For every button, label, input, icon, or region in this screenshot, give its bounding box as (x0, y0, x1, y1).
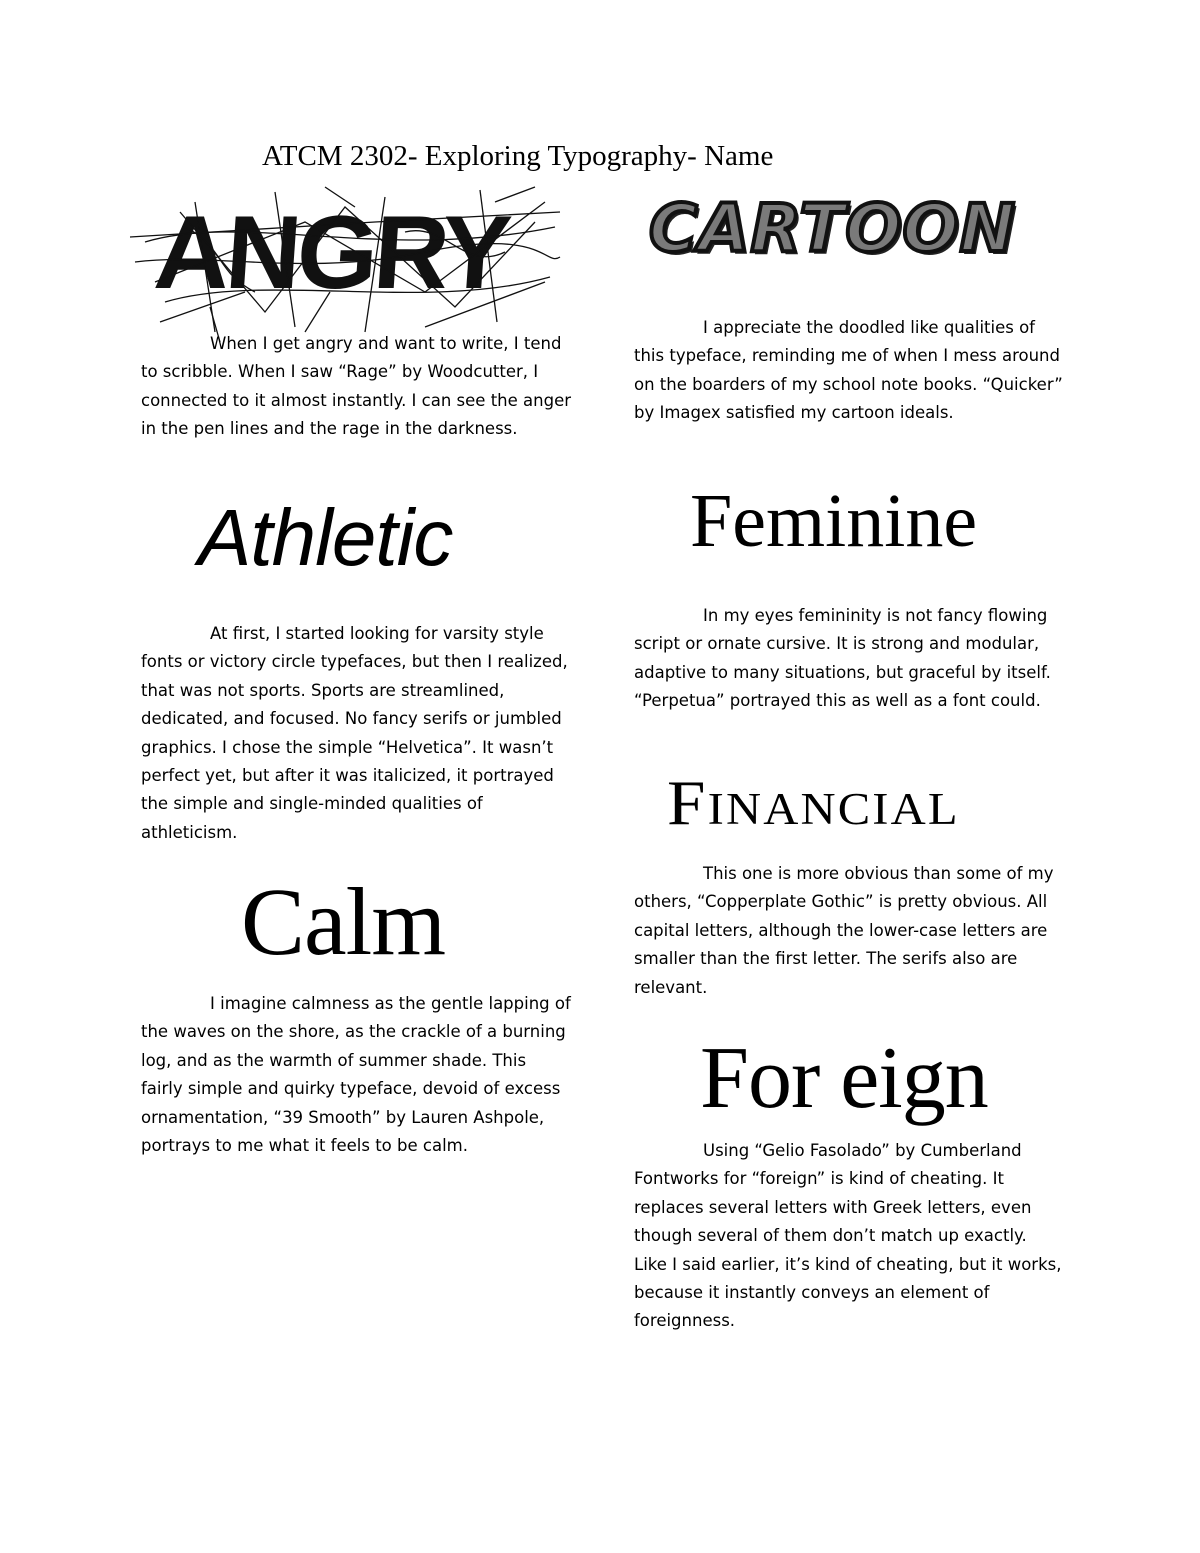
angry-heading-graphic (125, 182, 565, 342)
angry-heading: ANGRY (150, 195, 511, 311)
feminine-heading: Feminine (690, 479, 978, 563)
cartoon-heading: CARTOON (649, 190, 1016, 267)
calm-paragraph: I imagine calmness as the gentle lapping of the waves on the shore, as the crackle of a burning log, and as the warmth of summer shade. This fairly simple and quirky typeface, devoid of excess ornamentation, “39 Smooth” by Lauren Ashpole, portrays to me what it feels to be calm. (141, 994, 571, 1156)
foreign-heading: For eign (700, 1030, 988, 1127)
feminine-paragraph: In my eyes femininity is not fancy flowing script or ornate cursive. It is strong and modular, adaptive to many situations, but graceful by itself. “Perpetua” portrayed this as well as a font could. (634, 606, 1051, 711)
angry-paragraph: When I get angry and want to write, I tend to scribble. When I saw “Rage” by Woodcutter, I connected to it almost instantly. I can see the anger in the pen lines and the rage in the darkness. (141, 334, 571, 439)
calm-heading: Calm (241, 868, 445, 975)
cartoon-paragraph: I appreciate the doodled like qualities of this typeface, reminding me of when I mess around on the boarders of my school note books. “Quicker” by Imagex satisfied my cartoon ideals. (634, 318, 1063, 423)
page-title: ATCM 2302- Exploring Typography- Name (262, 140, 774, 172)
cartoon-heading-graphic (645, 190, 1055, 285)
financial-paragraph: This one is more obvious than some of my others, “Copperplate Gothic” is pretty obvious. All capital letters, although the lower-case letters are smaller than the first letter. The serifs also are relevant. (634, 864, 1054, 997)
athletic-paragraph: At first, I started looking for varsity style fonts or victory circle typefaces, but then I realized, that was not sports. Sports are streamlined, dedicated, and focused. No fancy serifs or jumbled graphics. I chose the simple “Helvetica”. It wasn’t perfect yet, but after it was italicized, it portrayed the simple and single-minded qualities of athleticism. (141, 624, 568, 842)
financial-heading: Financial (667, 767, 960, 838)
foreign-paragraph: Using “Gelio Fasolado” by Cumberland Fontworks for “foreign” is kind of cheating. It replaces several letters with Greek letters, even though several of them don’t match up exactly. Like I said earlier, it’s kind of cheating, but it works, because it instantly conveys an element of foreignness. (634, 1141, 1062, 1331)
athletic-heading: Athletic (198, 493, 453, 582)
angry-scribble-lines (125, 182, 565, 342)
